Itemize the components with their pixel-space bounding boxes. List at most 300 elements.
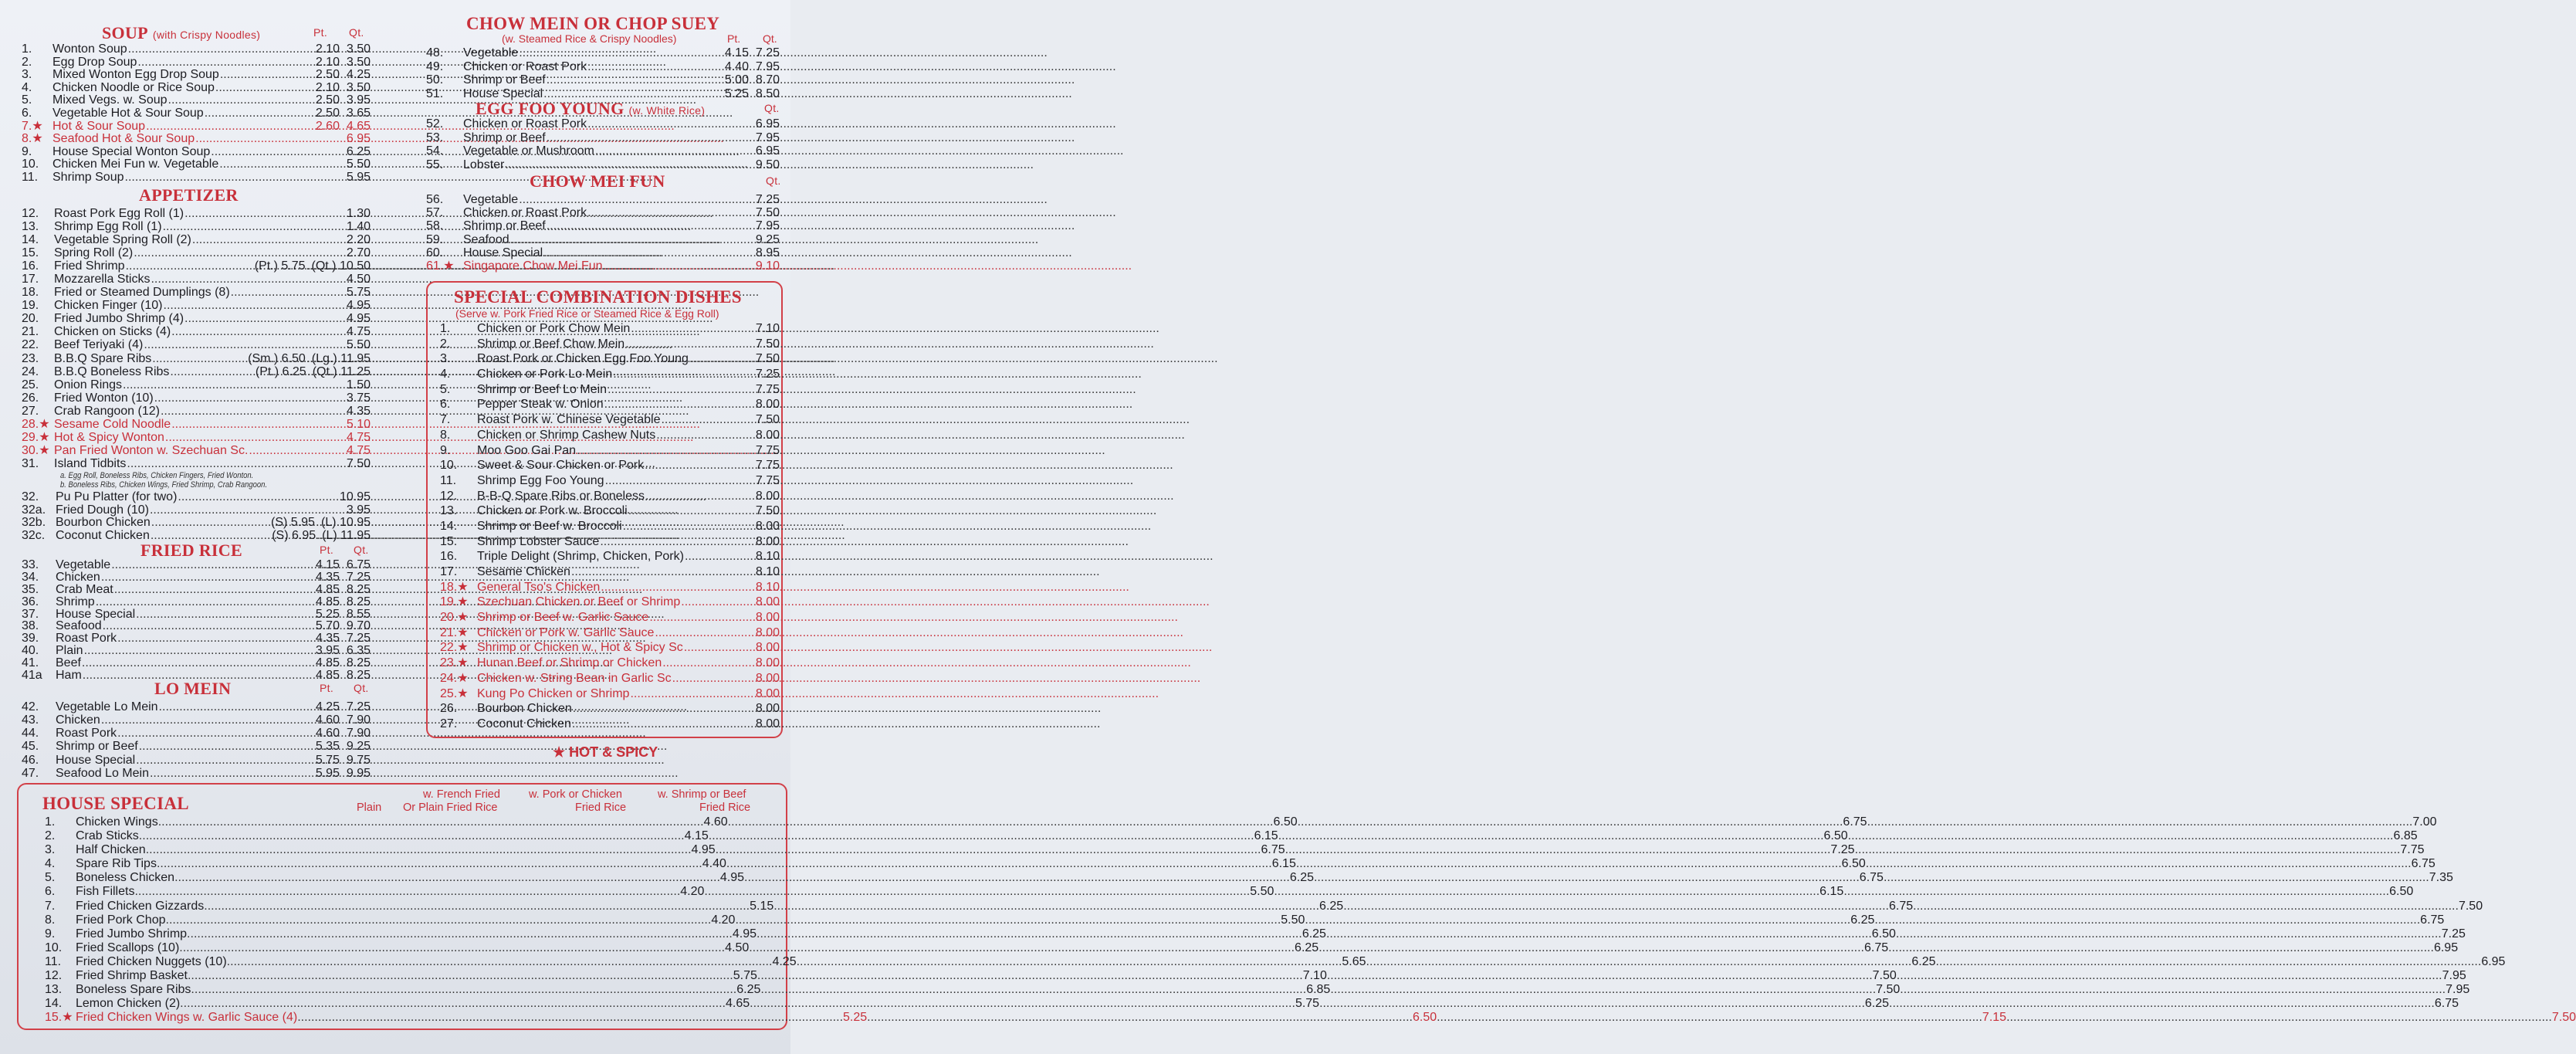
dot-leader bbox=[547, 131, 755, 144]
item-number: 21.★ bbox=[440, 625, 469, 639]
item-name: Island Tidbits bbox=[54, 457, 127, 471]
item-name: Crab Rangoon (12) bbox=[54, 404, 160, 418]
price-cell bbox=[2006, 1011, 2576, 1025]
col-pork-label-2: Fried Rice bbox=[575, 802, 627, 814]
price-cell bbox=[1889, 997, 2459, 1011]
item-price: 5.00 8.70 bbox=[724, 73, 780, 87]
menu-item bbox=[22, 146, 371, 159]
menu-item bbox=[22, 69, 371, 82]
price-d: 6.75 bbox=[2420, 913, 2445, 927]
item-name: Vegetable bbox=[463, 192, 519, 206]
item-number: 22.★ bbox=[440, 641, 469, 655]
item-price: 5.50 bbox=[346, 338, 371, 352]
item-name: Shrimp or Beef Chow Mein bbox=[477, 337, 625, 351]
menu-item bbox=[22, 378, 371, 391]
price-cell bbox=[750, 997, 1319, 1011]
menu-item bbox=[426, 73, 780, 87]
menu-item bbox=[22, 43, 371, 56]
house-special-item bbox=[23, 940, 2459, 955]
item-number: 2. bbox=[22, 55, 32, 69]
item-name: Plain bbox=[56, 644, 83, 658]
dot-leader bbox=[1867, 815, 2413, 829]
menu-item bbox=[426, 219, 780, 232]
price-b: 7.10 bbox=[1302, 969, 1327, 983]
dot-leader bbox=[604, 259, 755, 273]
dot-leader bbox=[114, 584, 315, 596]
item-price: 6.95 bbox=[755, 117, 780, 131]
name-cell bbox=[23, 1011, 867, 1025]
item-number: 58. bbox=[426, 219, 444, 233]
item-name: Shrimp or Beef bbox=[463, 130, 546, 144]
dot-leader bbox=[1326, 927, 1872, 941]
item-name: General Tso's Chicken bbox=[477, 580, 601, 594]
chow-mei-fun-qt-label: Qt. bbox=[766, 174, 781, 187]
combination-subtitle: (Serve w. Pork Fried Rice or Steamed Rice & Egg Roll) bbox=[455, 307, 719, 320]
item-price: 1.40 bbox=[346, 219, 371, 233]
soup-header bbox=[102, 23, 371, 42]
dot-leader bbox=[188, 969, 733, 983]
menu-item bbox=[440, 701, 780, 717]
fried-rice-qt-label: Qt. bbox=[354, 543, 369, 556]
dot-leader bbox=[1874, 913, 2420, 927]
item-name: Coconut Chicken bbox=[477, 717, 571, 730]
menu-item bbox=[22, 713, 371, 727]
item-name: Sesame Chicken bbox=[477, 565, 570, 578]
item-price: 8.00 bbox=[755, 534, 780, 548]
dot-leader bbox=[1318, 941, 1864, 955]
house-special-item bbox=[23, 913, 2445, 927]
dot-leader bbox=[1866, 857, 2412, 871]
dot-leader bbox=[1843, 885, 2389, 899]
item-number: 53. bbox=[426, 130, 444, 144]
item-name: Boneless Chicken bbox=[76, 871, 175, 885]
price-d: 6.75 bbox=[2434, 997, 2459, 1011]
menu-item bbox=[440, 580, 780, 595]
price-cell bbox=[1936, 955, 2506, 969]
item-price: 2.10 3.50 bbox=[315, 42, 371, 56]
menu-item bbox=[22, 107, 371, 120]
lo-mein-header bbox=[154, 679, 371, 697]
item-price: 4.50 bbox=[346, 273, 371, 286]
price-cell bbox=[867, 1011, 1437, 1025]
item-name: Seafood bbox=[463, 232, 509, 246]
item-name: Seafood Hot & Sour Soup bbox=[52, 132, 195, 146]
item-name: Bourbon Chicken bbox=[477, 702, 572, 716]
menu-item bbox=[22, 259, 371, 273]
item-name: Shrimp Egg Roll (1) bbox=[54, 219, 162, 233]
menu-item bbox=[22, 158, 371, 171]
item-number: 49. bbox=[426, 59, 444, 73]
menu-item bbox=[426, 259, 780, 273]
dot-leader bbox=[171, 418, 346, 431]
item-price: 4.60 7.90 bbox=[315, 727, 371, 741]
item-number: 37. bbox=[22, 607, 39, 621]
item-price-small: (Sm.) 6.50 bbox=[248, 351, 306, 365]
price-d: 7.95 bbox=[2446, 983, 2470, 997]
menu-item bbox=[440, 367, 780, 382]
item-price: 2.50 3.65 bbox=[315, 106, 371, 120]
item-price: 2.20 bbox=[346, 232, 371, 246]
item-price: 2.50 4.25 bbox=[315, 68, 371, 82]
item-name: Chicken Finger (10) bbox=[54, 299, 163, 313]
name-cell bbox=[23, 941, 749, 955]
dot-leader bbox=[204, 900, 750, 913]
price-cell bbox=[744, 871, 1314, 885]
item-number: 8.★ bbox=[22, 132, 43, 146]
appetizer-header bbox=[139, 185, 371, 204]
menu-item bbox=[22, 246, 371, 259]
item-name: Seafood bbox=[56, 619, 102, 633]
price-b: 6.50 bbox=[1412, 1011, 1437, 1025]
dot-leader bbox=[159, 700, 315, 713]
item-number: 11. bbox=[440, 473, 457, 487]
dot-leader bbox=[573, 701, 755, 717]
item-name: Shrimp Soup bbox=[52, 170, 124, 184]
price-c: 6.75 bbox=[1864, 940, 1889, 954]
price-cell bbox=[1843, 885, 2413, 899]
chow-mein-subheader bbox=[502, 32, 780, 46]
item-name: Vegetable bbox=[56, 558, 111, 571]
price-plain: 4.25 bbox=[772, 954, 797, 968]
dot-leader bbox=[1848, 829, 2394, 843]
item-price: 8.00 bbox=[755, 656, 780, 670]
dot-leader bbox=[1305, 913, 1850, 927]
item-name: Chicken or Pork w. Garlic Sauce bbox=[477, 625, 655, 639]
dot-leader bbox=[1888, 941, 2434, 955]
menu-item bbox=[22, 559, 371, 571]
item-name: Chicken Mei Fun w. Vegetable bbox=[52, 158, 219, 171]
dot-leader bbox=[178, 491, 339, 503]
dot-leader bbox=[150, 767, 315, 780]
item-number: 27. bbox=[440, 717, 458, 730]
house-special-item bbox=[23, 885, 2414, 899]
item-name: Hot & Spicy Wonton bbox=[54, 431, 164, 445]
item-name: Sweet & Sour Chicken or Pork bbox=[477, 459, 645, 473]
dot-leader bbox=[1884, 871, 2429, 885]
item-name: Fried Wonton (10) bbox=[54, 391, 154, 405]
price-cell bbox=[1900, 983, 2469, 997]
item-name: Vegetable Spring Roll (2) bbox=[54, 232, 191, 246]
price-plain: 4.95 bbox=[719, 871, 745, 885]
item-price: 7.50 bbox=[346, 457, 371, 471]
item-name: Mixed Vegs. w. Soup bbox=[52, 93, 168, 107]
dot-leader-short bbox=[316, 517, 320, 529]
chow-mein-subtitle: (w. Steamed Rice & Crispy Noodles) bbox=[502, 32, 677, 45]
price-cell bbox=[735, 913, 1305, 927]
price-b: 6.15 bbox=[1271, 857, 1296, 871]
dot-leader bbox=[519, 46, 724, 60]
item-number: 10. bbox=[440, 459, 458, 473]
price-cell bbox=[757, 969, 1327, 983]
chow-mei-fun-list bbox=[426, 193, 780, 273]
price-cell bbox=[1305, 913, 1874, 927]
item-number: 32c. bbox=[22, 528, 46, 542]
appetizer-title: APPETIZER bbox=[139, 185, 239, 205]
dot-leader bbox=[249, 444, 345, 457]
dot-leader bbox=[187, 927, 733, 941]
house-special-item bbox=[23, 983, 2470, 997]
menu-item bbox=[440, 595, 780, 610]
col-fries-label-2: Or Plain Fried Rice bbox=[403, 802, 498, 814]
price-cell bbox=[1278, 829, 1848, 843]
house-special-item bbox=[23, 899, 2483, 913]
item-price: 8.00 bbox=[755, 595, 780, 609]
item-price: (Lg.) 11.95 bbox=[311, 351, 371, 365]
dot-leader bbox=[151, 517, 270, 529]
name-cell bbox=[23, 927, 757, 941]
dot-leader bbox=[1314, 871, 1860, 885]
chow-mein-header bbox=[466, 14, 780, 32]
item-number: 12. bbox=[45, 969, 63, 983]
dot-leader bbox=[136, 608, 315, 621]
item-price: 7.50 bbox=[755, 337, 780, 351]
dot-leader bbox=[174, 871, 720, 885]
item-number: 29.★ bbox=[22, 431, 50, 445]
item-number: 6. bbox=[45, 885, 56, 899]
price-d: 7.95 bbox=[2442, 969, 2466, 983]
item-price: 8.00 bbox=[755, 611, 780, 625]
item-price: 8.00 bbox=[755, 489, 780, 503]
item-name: B.B.Q Spare Ribs bbox=[54, 351, 152, 365]
dot-leader bbox=[139, 740, 315, 753]
item-number: 18.★ bbox=[440, 580, 469, 594]
item-name: Vegetable or Mushroom bbox=[463, 144, 594, 158]
price-c: 6.25 bbox=[1911, 954, 1936, 968]
egg-foo-young-title: EGG FOO YOUNG bbox=[476, 99, 625, 119]
item-price: 8.95 bbox=[755, 246, 780, 259]
price-cell bbox=[704, 885, 1274, 899]
price-d: 6.95 bbox=[2481, 954, 2506, 968]
item-number: 32b. bbox=[22, 516, 46, 530]
price-c: 7.15 bbox=[1982, 1011, 2007, 1025]
item-number: 25.★ bbox=[440, 686, 469, 700]
item-name: Sesame Cold Noodle bbox=[54, 418, 171, 432]
price-c: 6.15 bbox=[1819, 885, 1844, 899]
price-cell bbox=[1437, 1011, 2006, 1025]
dot-leader bbox=[757, 927, 1302, 941]
name-cell bbox=[23, 829, 709, 843]
price-b: 6.25 bbox=[1319, 899, 1344, 913]
appetizer-list bbox=[22, 207, 371, 471]
item-number: 12. bbox=[22, 206, 39, 220]
item-number: 24. bbox=[22, 364, 39, 378]
item-name: Roast Pork w. Chinese Vegetable bbox=[477, 413, 661, 427]
price-b: 5.65 bbox=[1342, 954, 1366, 968]
dot-leader bbox=[773, 900, 1319, 913]
combination-list bbox=[440, 321, 780, 732]
dot-leader bbox=[137, 56, 314, 69]
price-plain: 4.95 bbox=[732, 927, 757, 940]
dot-leader bbox=[716, 843, 1261, 857]
item-price: 7.95 bbox=[755, 130, 780, 144]
item-number: 51. bbox=[426, 86, 444, 100]
item-name: Spare Rib Tips bbox=[76, 857, 157, 871]
dot-leader bbox=[150, 504, 346, 517]
item-price: 2.70 bbox=[346, 246, 371, 259]
fried-rice-title: FRIED RICE bbox=[140, 540, 242, 560]
dot-leader bbox=[867, 1011, 1413, 1025]
dot-leader bbox=[631, 321, 755, 337]
price-cell bbox=[1343, 900, 1913, 913]
name-cell bbox=[23, 955, 797, 969]
item-price-small: (S) 5.95 bbox=[271, 516, 315, 530]
item-number: 56. bbox=[426, 192, 444, 206]
item-name: Chicken or Shrimp Cashew Nuts bbox=[477, 428, 656, 442]
item-name: B-B-Q Spare Ribs or Boneless bbox=[477, 489, 645, 503]
dot-leader bbox=[595, 144, 755, 158]
menu-item bbox=[426, 158, 780, 171]
menu-item bbox=[426, 131, 780, 144]
item-number: 4. bbox=[22, 80, 32, 94]
item-number: 5. bbox=[440, 382, 451, 396]
item-price: 2.10 3.50 bbox=[315, 80, 371, 94]
price-cell bbox=[1867, 815, 2437, 829]
dot-leader bbox=[649, 610, 755, 625]
dot-leader bbox=[577, 443, 755, 459]
item-number: 42. bbox=[22, 700, 39, 713]
dot-leader bbox=[128, 43, 315, 56]
dot-leader bbox=[587, 206, 755, 219]
price-cell bbox=[749, 941, 1318, 955]
item-number: 7.★ bbox=[22, 119, 43, 133]
item-number: 15. bbox=[22, 246, 39, 259]
menu-item bbox=[22, 740, 371, 753]
item-number: 52. bbox=[426, 117, 444, 131]
item-number: 8. bbox=[440, 428, 451, 442]
item-name: Shrimp or Beef bbox=[463, 219, 546, 233]
menu-item bbox=[440, 473, 780, 489]
item-name: Shrimp Lobster Sauce bbox=[477, 534, 600, 548]
dot-leader bbox=[191, 983, 736, 997]
item-number: 34. bbox=[22, 570, 39, 584]
menu-item bbox=[22, 120, 371, 134]
price-cell bbox=[1274, 885, 1843, 899]
item-price: 8.10 bbox=[755, 550, 780, 564]
price-plain: 5.75 bbox=[733, 969, 757, 983]
item-price: 4.85 8.25 bbox=[315, 668, 371, 682]
menu-item bbox=[426, 46, 780, 60]
price-d: 6.95 bbox=[2433, 940, 2459, 954]
fried-rice-pt-label: Pt. bbox=[320, 543, 334, 556]
price-b: 6.25 bbox=[1302, 927, 1326, 940]
item-name: Vegetable Lo Mein bbox=[56, 700, 158, 713]
col-plain-label: Plain bbox=[357, 802, 382, 814]
price-d: 7.25 bbox=[2441, 927, 2466, 940]
dot-leader bbox=[161, 405, 346, 418]
menu-item bbox=[22, 94, 371, 107]
price-cell bbox=[1866, 857, 2436, 871]
item-number: 16. bbox=[440, 550, 458, 564]
price-b: 6.75 bbox=[1261, 843, 1285, 857]
item-number: 41. bbox=[22, 656, 39, 670]
item-price: 8.10 bbox=[755, 565, 780, 578]
dot-leader bbox=[163, 220, 346, 233]
item-number: 6. bbox=[22, 106, 32, 120]
dot-leader bbox=[709, 829, 1254, 843]
dot-leader bbox=[750, 997, 1295, 1011]
dot-leader bbox=[1889, 997, 2435, 1011]
item-number: 4. bbox=[440, 368, 451, 381]
dot-leader bbox=[146, 120, 315, 134]
dot-leader bbox=[1896, 927, 2442, 941]
item-price: 1.30 bbox=[346, 206, 371, 220]
egg-foo-young-subtitle: (w. White Rice) bbox=[628, 104, 706, 117]
item-number: 60. bbox=[426, 246, 444, 259]
dot-leader bbox=[505, 158, 754, 171]
price-d: 6.50 bbox=[2389, 885, 2414, 899]
item-name: Roast Pork Egg Roll (1) bbox=[54, 206, 184, 220]
dot-leader bbox=[726, 857, 1272, 871]
price-d: 6.85 bbox=[2393, 829, 2418, 843]
fried-rice-header bbox=[140, 541, 371, 559]
house-special-list bbox=[23, 815, 2576, 1025]
egg-foo-young-qt-label: Qt. bbox=[764, 102, 780, 115]
col-shrimp-label-2: Fried Rice bbox=[699, 802, 751, 814]
price-cell bbox=[1896, 927, 2466, 941]
price-c: 6.50 bbox=[1823, 829, 1848, 843]
item-number: 1. bbox=[45, 815, 56, 829]
item-name: Fried Pork Chop bbox=[76, 913, 166, 927]
menu-item bbox=[22, 457, 371, 470]
price-plain: 5.25 bbox=[843, 1011, 868, 1025]
item-price: 8.00 bbox=[755, 428, 780, 442]
price-c: 7.25 bbox=[1830, 843, 1855, 857]
menu-item bbox=[22, 56, 371, 69]
item-name: House Special bbox=[56, 753, 136, 767]
price-plain: 4.65 bbox=[725, 997, 750, 1011]
soup-pt-label: Pt. bbox=[313, 26, 328, 39]
item-name: Pu Pu Platter (for two) bbox=[56, 490, 178, 504]
price-cell bbox=[1296, 857, 1866, 871]
menu-item bbox=[22, 220, 371, 233]
dot-leader bbox=[101, 571, 315, 584]
item-name: House Special bbox=[56, 607, 136, 621]
item-name: Half Chicken bbox=[76, 843, 146, 857]
item-name: Shrimp or Beef bbox=[56, 740, 138, 754]
col-shrimp-label-1: w. Shrimp or Beef bbox=[658, 788, 746, 801]
item-name: Chicken w. String Bean in Garlic Sc bbox=[477, 671, 672, 685]
price-d: 7.75 bbox=[2400, 843, 2425, 857]
combination-title: SPECIAL COMBINATION DISHES bbox=[454, 287, 742, 307]
price-c: 6.75 bbox=[1843, 815, 1867, 829]
item-number: 3. bbox=[440, 352, 451, 366]
dot-leader bbox=[134, 246, 346, 259]
price-plain: 4.20 bbox=[711, 913, 736, 927]
item-name: Lobster bbox=[463, 158, 505, 171]
dot-leader bbox=[195, 133, 346, 146]
item-price: 4.15 6.75 bbox=[315, 558, 371, 571]
item-price: 7.75 bbox=[755, 473, 780, 487]
price-cell bbox=[728, 815, 1298, 829]
item-price: 3.95 6.35 bbox=[315, 644, 371, 658]
item-name: Chicken or Pork Lo Mein bbox=[477, 368, 613, 381]
menu-item bbox=[440, 382, 780, 398]
dot-leader bbox=[84, 645, 315, 657]
item-price: 8.00 bbox=[755, 519, 780, 533]
price-b: 6.25 bbox=[1289, 871, 1314, 885]
dot-leader bbox=[628, 503, 755, 519]
price-cell bbox=[1884, 871, 2453, 885]
dot-leader bbox=[704, 885, 1250, 899]
item-name: Roast Pork or Chicken Egg Foo Young bbox=[477, 352, 689, 366]
item-name: Fish Fillets bbox=[76, 885, 135, 899]
dot-leader bbox=[170, 365, 254, 378]
item-name: Vegetable bbox=[463, 46, 519, 59]
menu-item bbox=[22, 491, 371, 503]
item-price: 5.10 bbox=[346, 418, 371, 432]
item-number: 16. bbox=[22, 259, 39, 273]
price-c: 6.75 bbox=[1859, 871, 1884, 885]
